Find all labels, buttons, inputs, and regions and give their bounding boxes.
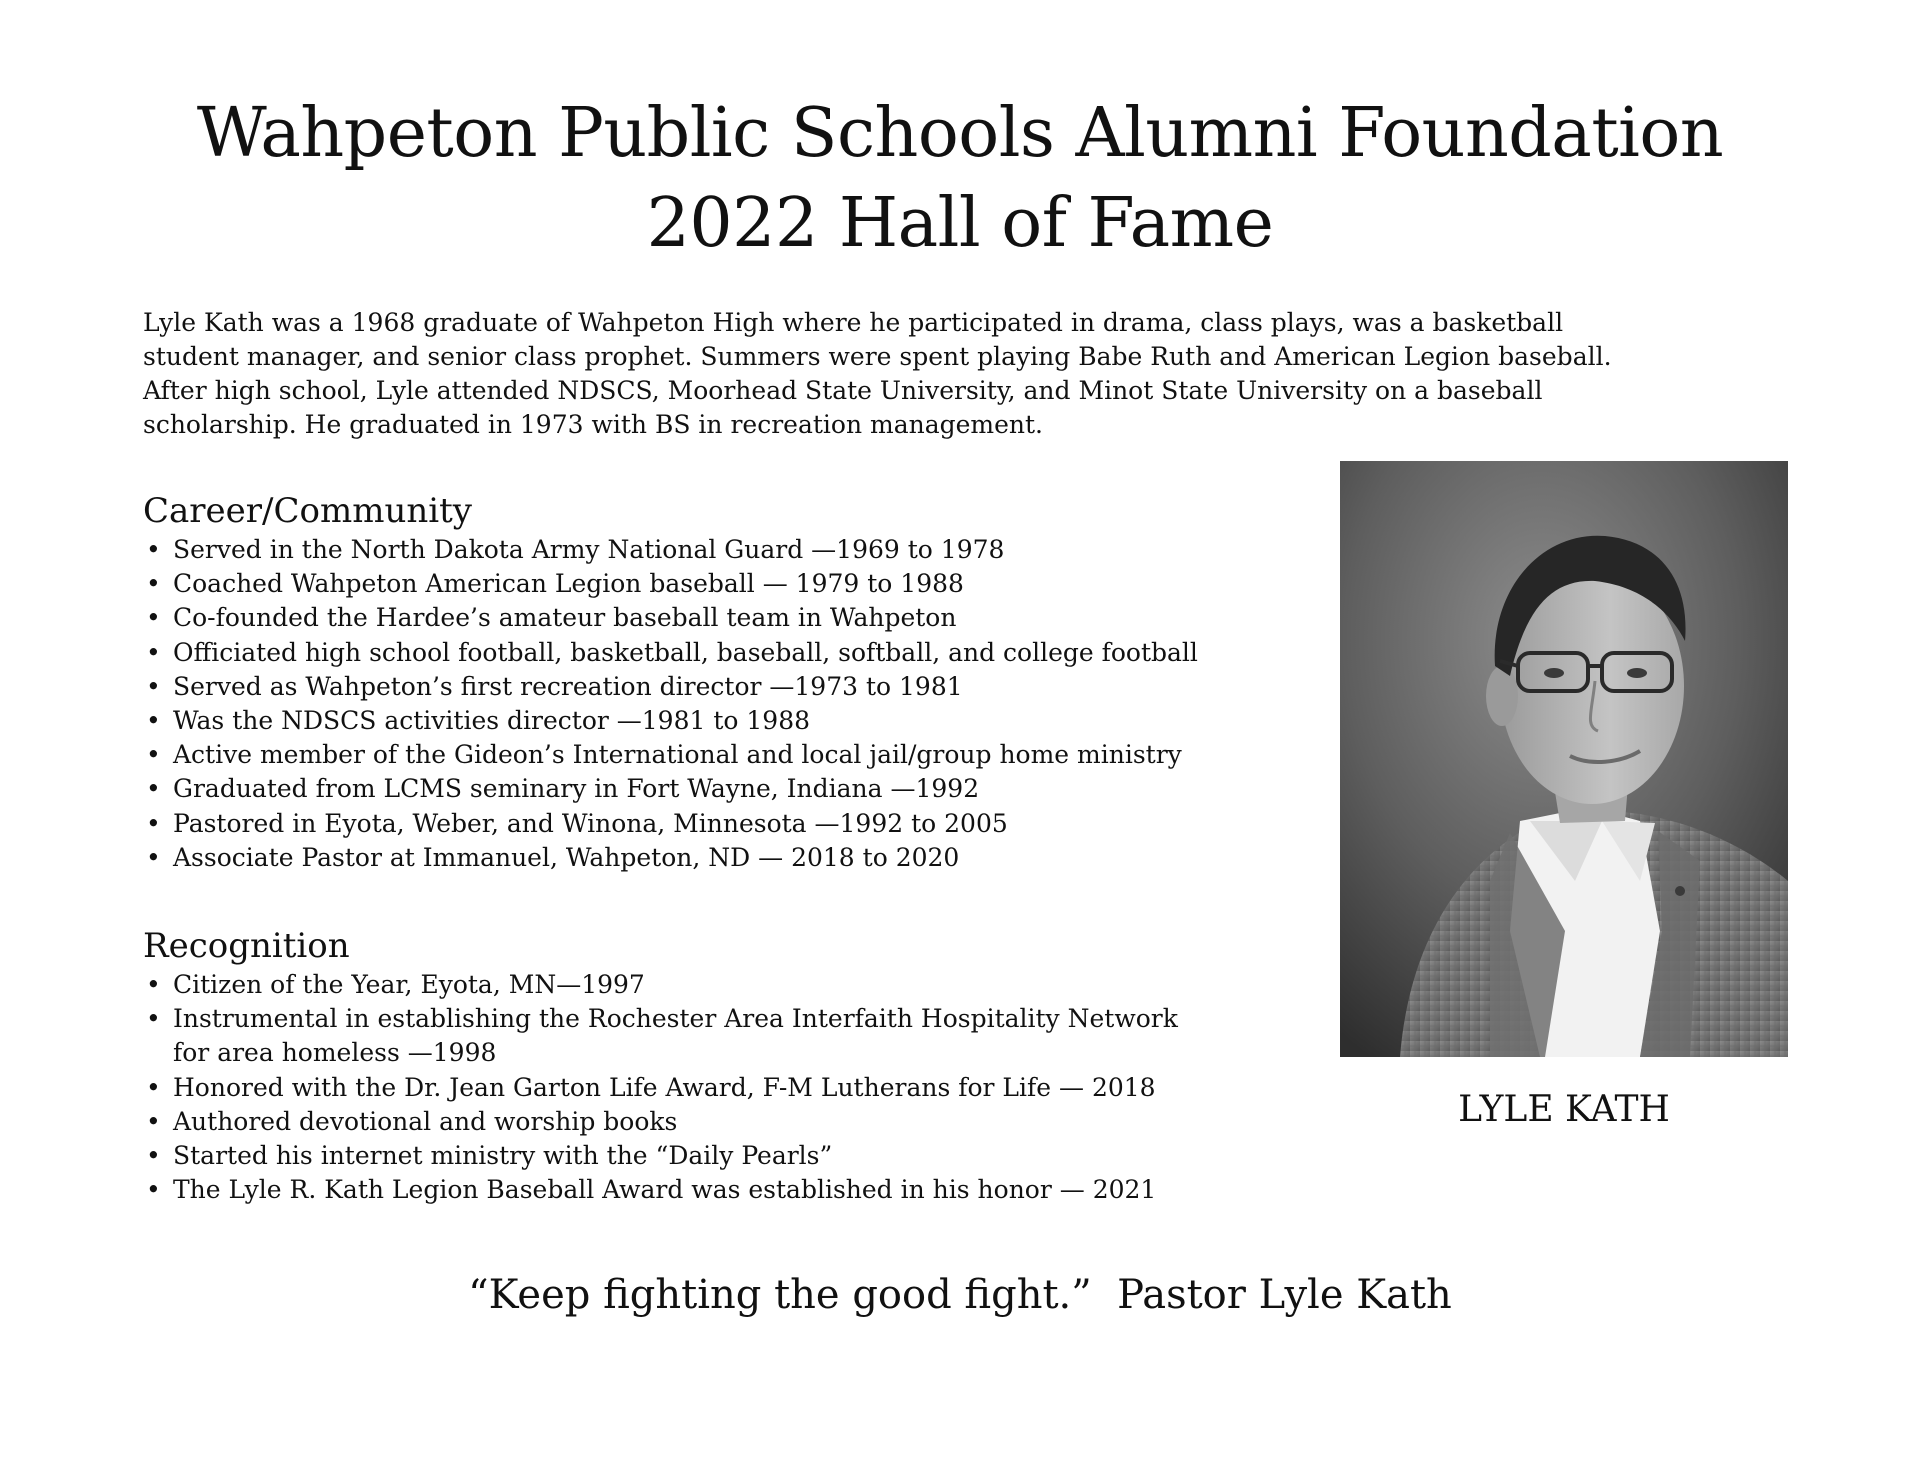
bullet-icon: • [146, 569, 161, 599]
list-item-text: Authored devotional and worship books [173, 1106, 678, 1136]
bullet-icon: • [146, 740, 161, 770]
bullet-icon: • [146, 842, 161, 872]
list-item [143, 807, 1323, 841]
list-item-text: Instrumental in establishing the Rochester Area Interfaith Hospitality Network [173, 1004, 1178, 1034]
list-item-text: Active member of the Gideon’s International and local jail/group home ministry [173, 740, 1182, 770]
list-item [143, 704, 1323, 738]
list-item-text: The Lyle R. Kath Legion Baseball Award was established in his honor — 2021 [173, 1175, 1157, 1205]
bullet-icon: • [146, 774, 161, 804]
list-item-text: Graduated from LCMS seminary in Fort Wayne, Indiana —1992 [173, 774, 980, 804]
bullet-icon: • [146, 1141, 161, 1171]
list-item [143, 1139, 1323, 1173]
list-item [143, 1173, 1323, 1207]
bullet-icon: • [146, 637, 161, 667]
list-item [143, 601, 1323, 635]
bullet-icon: • [146, 808, 161, 838]
list-item-text: Started his internet ministry with the “Daily Pearls” [173, 1141, 833, 1171]
list-item-text: Officiated high school football, basketball, baseball, softball, and college football [173, 637, 1198, 667]
list-item [143, 670, 1323, 704]
page-title-line-1: Wahpeton Public Schools Alumni Foundation [196, 94, 1724, 173]
list-item [143, 533, 1323, 567]
list-item [143, 841, 1323, 875]
list-item-text: Served as Wahpeton’s first recreation director —1973 to 1981 [173, 671, 963, 701]
intro-line: Lyle Kath was a 1968 graduate of Wahpeton High where he participated in drama, class plays, was a basketball [143, 308, 1564, 337]
list-item-text: Served in the North Dakota Army National Guard —1969 to 1978 [173, 535, 1005, 564]
list-item-text: Co-founded the Hardee’s amateur baseball team in Wahpeton [173, 603, 957, 633]
closing-quote: “Keep fighting the good fight.” Pastor Lyle Kath [468, 1272, 1452, 1318]
list-item [143, 567, 1323, 601]
bullet-icon: • [146, 535, 161, 564]
list-item [143, 1071, 1323, 1105]
career-heading: Career/Community [143, 491, 472, 531]
intro-paragraph [143, 306, 1783, 442]
bullet-icon: • [146, 1175, 161, 1205]
bullet-icon: • [146, 1004, 161, 1034]
list-item-text-continued: for area homeless —1998 [173, 1038, 497, 1068]
bullet-icon: • [146, 970, 161, 999]
intro-line: student manager, and senior class prophet. Summers were spent playing Babe Ruth and American Legion baseball. [143, 342, 1612, 371]
list-item-text: Coached Wahpeton American Legion baseball — 1979 to 1988 [173, 569, 964, 599]
list-item [143, 738, 1323, 772]
list-item-text: Citizen of the Year, Eyota, MN—1997 [173, 970, 645, 999]
list-item [143, 636, 1323, 670]
list-item [143, 1002, 1323, 1070]
bullet-icon: • [146, 603, 161, 633]
list-item [143, 968, 1323, 1002]
bullet-icon: • [146, 671, 161, 701]
recognition-heading: Recognition [143, 926, 350, 966]
recognition-list [143, 968, 1323, 1207]
list-item-text: Pastored in Eyota, Weber, and Winona, Minnesota —1992 to 2005 [173, 808, 1008, 838]
list-item [143, 772, 1323, 806]
list-item [143, 1105, 1323, 1139]
intro-line: scholarship. He graduated in 1973 with BS in recreation management. [143, 410, 1043, 439]
list-item-text: Honored with the Dr. Jean Garton Life Award, F-M Lutherans for Life — 2018 [173, 1072, 1156, 1102]
portrait-photo [1340, 461, 1788, 1057]
career-list [143, 533, 1323, 875]
bullet-icon: • [146, 706, 161, 736]
list-item-text: Was the NDSCS activities director —1981 to 1988 [173, 706, 810, 736]
intro-line: After high school, Lyle attended NDSCS, Moorhead State University, and Minot State University on a baseball [143, 376, 1543, 405]
photo-caption: LYLE KATH [1458, 1089, 1670, 1130]
bullet-icon: • [146, 1072, 161, 1102]
bullet-icon: • [146, 1106, 161, 1136]
page-title-line-2: 2022 Hall of Fame [646, 184, 1274, 263]
portrait-illustration [1340, 461, 1788, 1057]
list-item-text: Associate Pastor at Immanuel, Wahpeton, ND — 2018 to 2020 [173, 842, 960, 872]
